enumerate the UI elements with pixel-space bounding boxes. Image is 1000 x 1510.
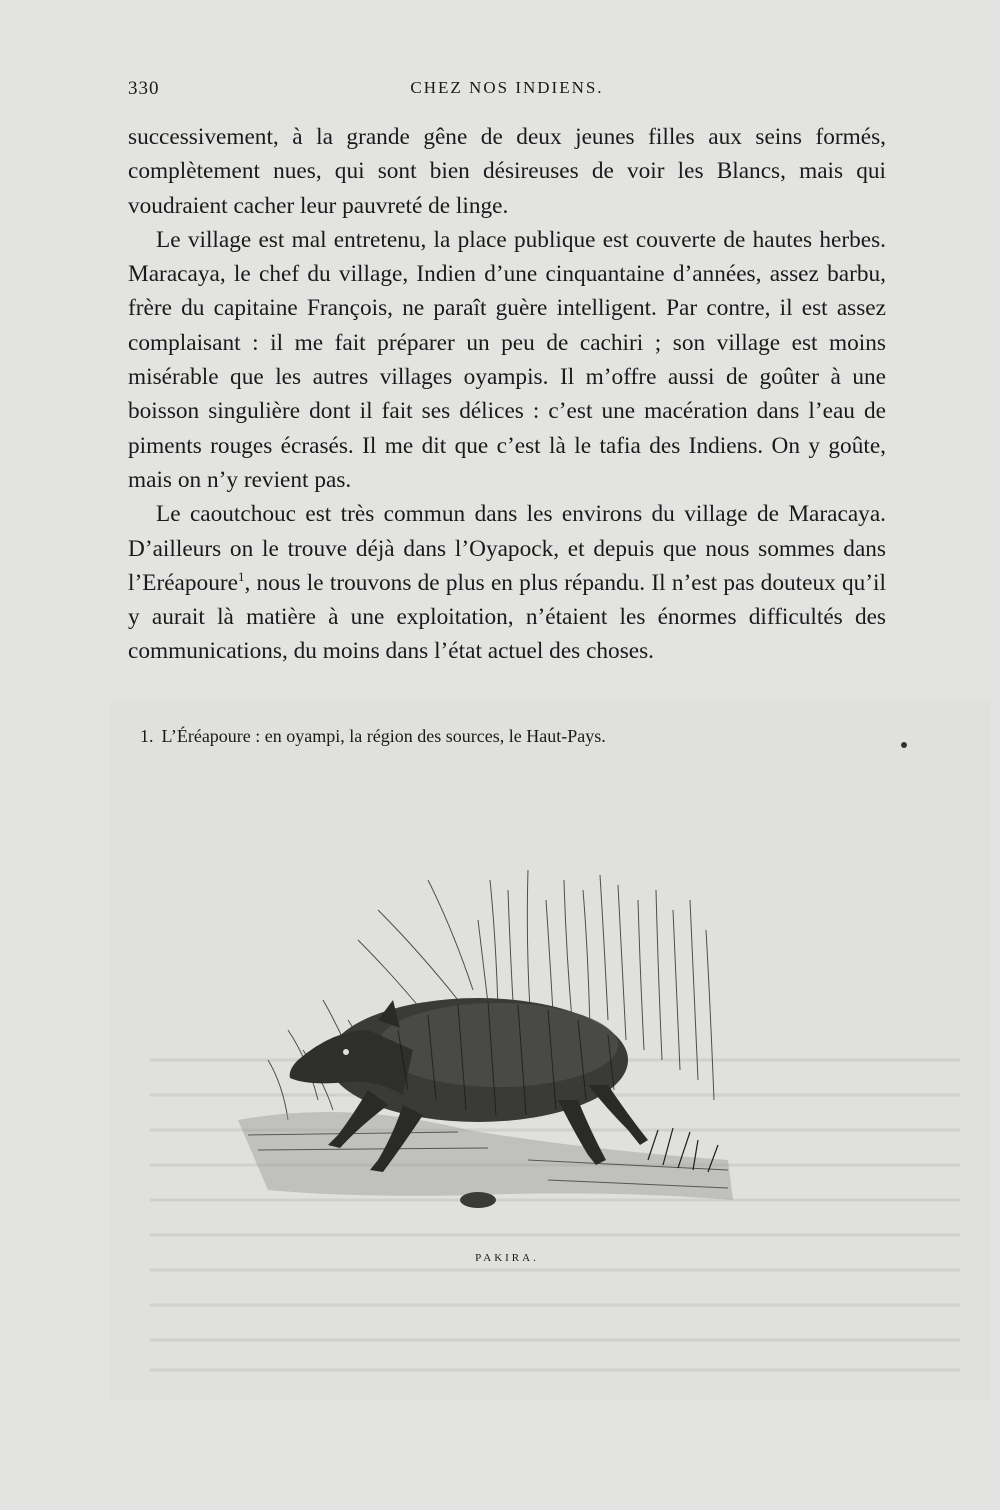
- footnote-text: L’Éréapoure : en oyampi, la région des sources, le Haut-Pays.: [161, 726, 606, 746]
- footnote-reference[interactable]: 1: [237, 569, 245, 585]
- footnote-number: 1.: [140, 726, 154, 746]
- paragraph-3: [128, 497, 886, 668]
- page-number: 330: [128, 78, 160, 99]
- page-header: [128, 78, 886, 108]
- paragraph-2: Le village est mal entretenu, la place publique est couverte de hautes herbes. Maracaya, le chef du village, Indien d’une cinquantaine d’années, assez barbu, frère du capitaine François, ne paraît guère intelligent. Par contre, il est assez complaisant : il me fait préparer un peu de cachiri ; son village est moins misérable que les autres villages oyampis. Il m’offre aussi de goûter à une boisson singulière dont il fait ses délices : c’est une macération dans l’eau de piments rouges écrasés. Il me dit que c’est là le tafia des Indiens. On y goûte, mais on n’y revient pas.: [128, 226, 886, 493]
- paragraph-3-text-before: Le caoutchouc est très commun dans les environs du village de Maracaya. D’ailleurs on le trouve déjà dans l’Oyapock, et depuis que nous sommes dans l’Eréapoure: [128, 501, 886, 596]
- body-text: [128, 120, 886, 669]
- figure-caption: PAKIRA.: [475, 1252, 539, 1264]
- pakira-engraving: [228, 860, 740, 1230]
- footnote: [140, 724, 880, 748]
- paragraph-3-text-after: , nous le trouvons de plus en plus répandu. Il n’est pas douteux qu’il y aurait là matière à une exploitation, n’étaient les énormes difficultés des communications, du moins dans l’état actuel des choses.: [128, 569, 886, 665]
- paragraph-1: successivement, à la grande gêne de deux jeunes filles aux seins formés, complètement nues, qui sont bien désireuses de voir les Blancs, mais qui voudraient cacher leur pauvreté de linge.: [128, 124, 886, 219]
- running-title: CHEZ NOS INDIENS.: [410, 78, 604, 97]
